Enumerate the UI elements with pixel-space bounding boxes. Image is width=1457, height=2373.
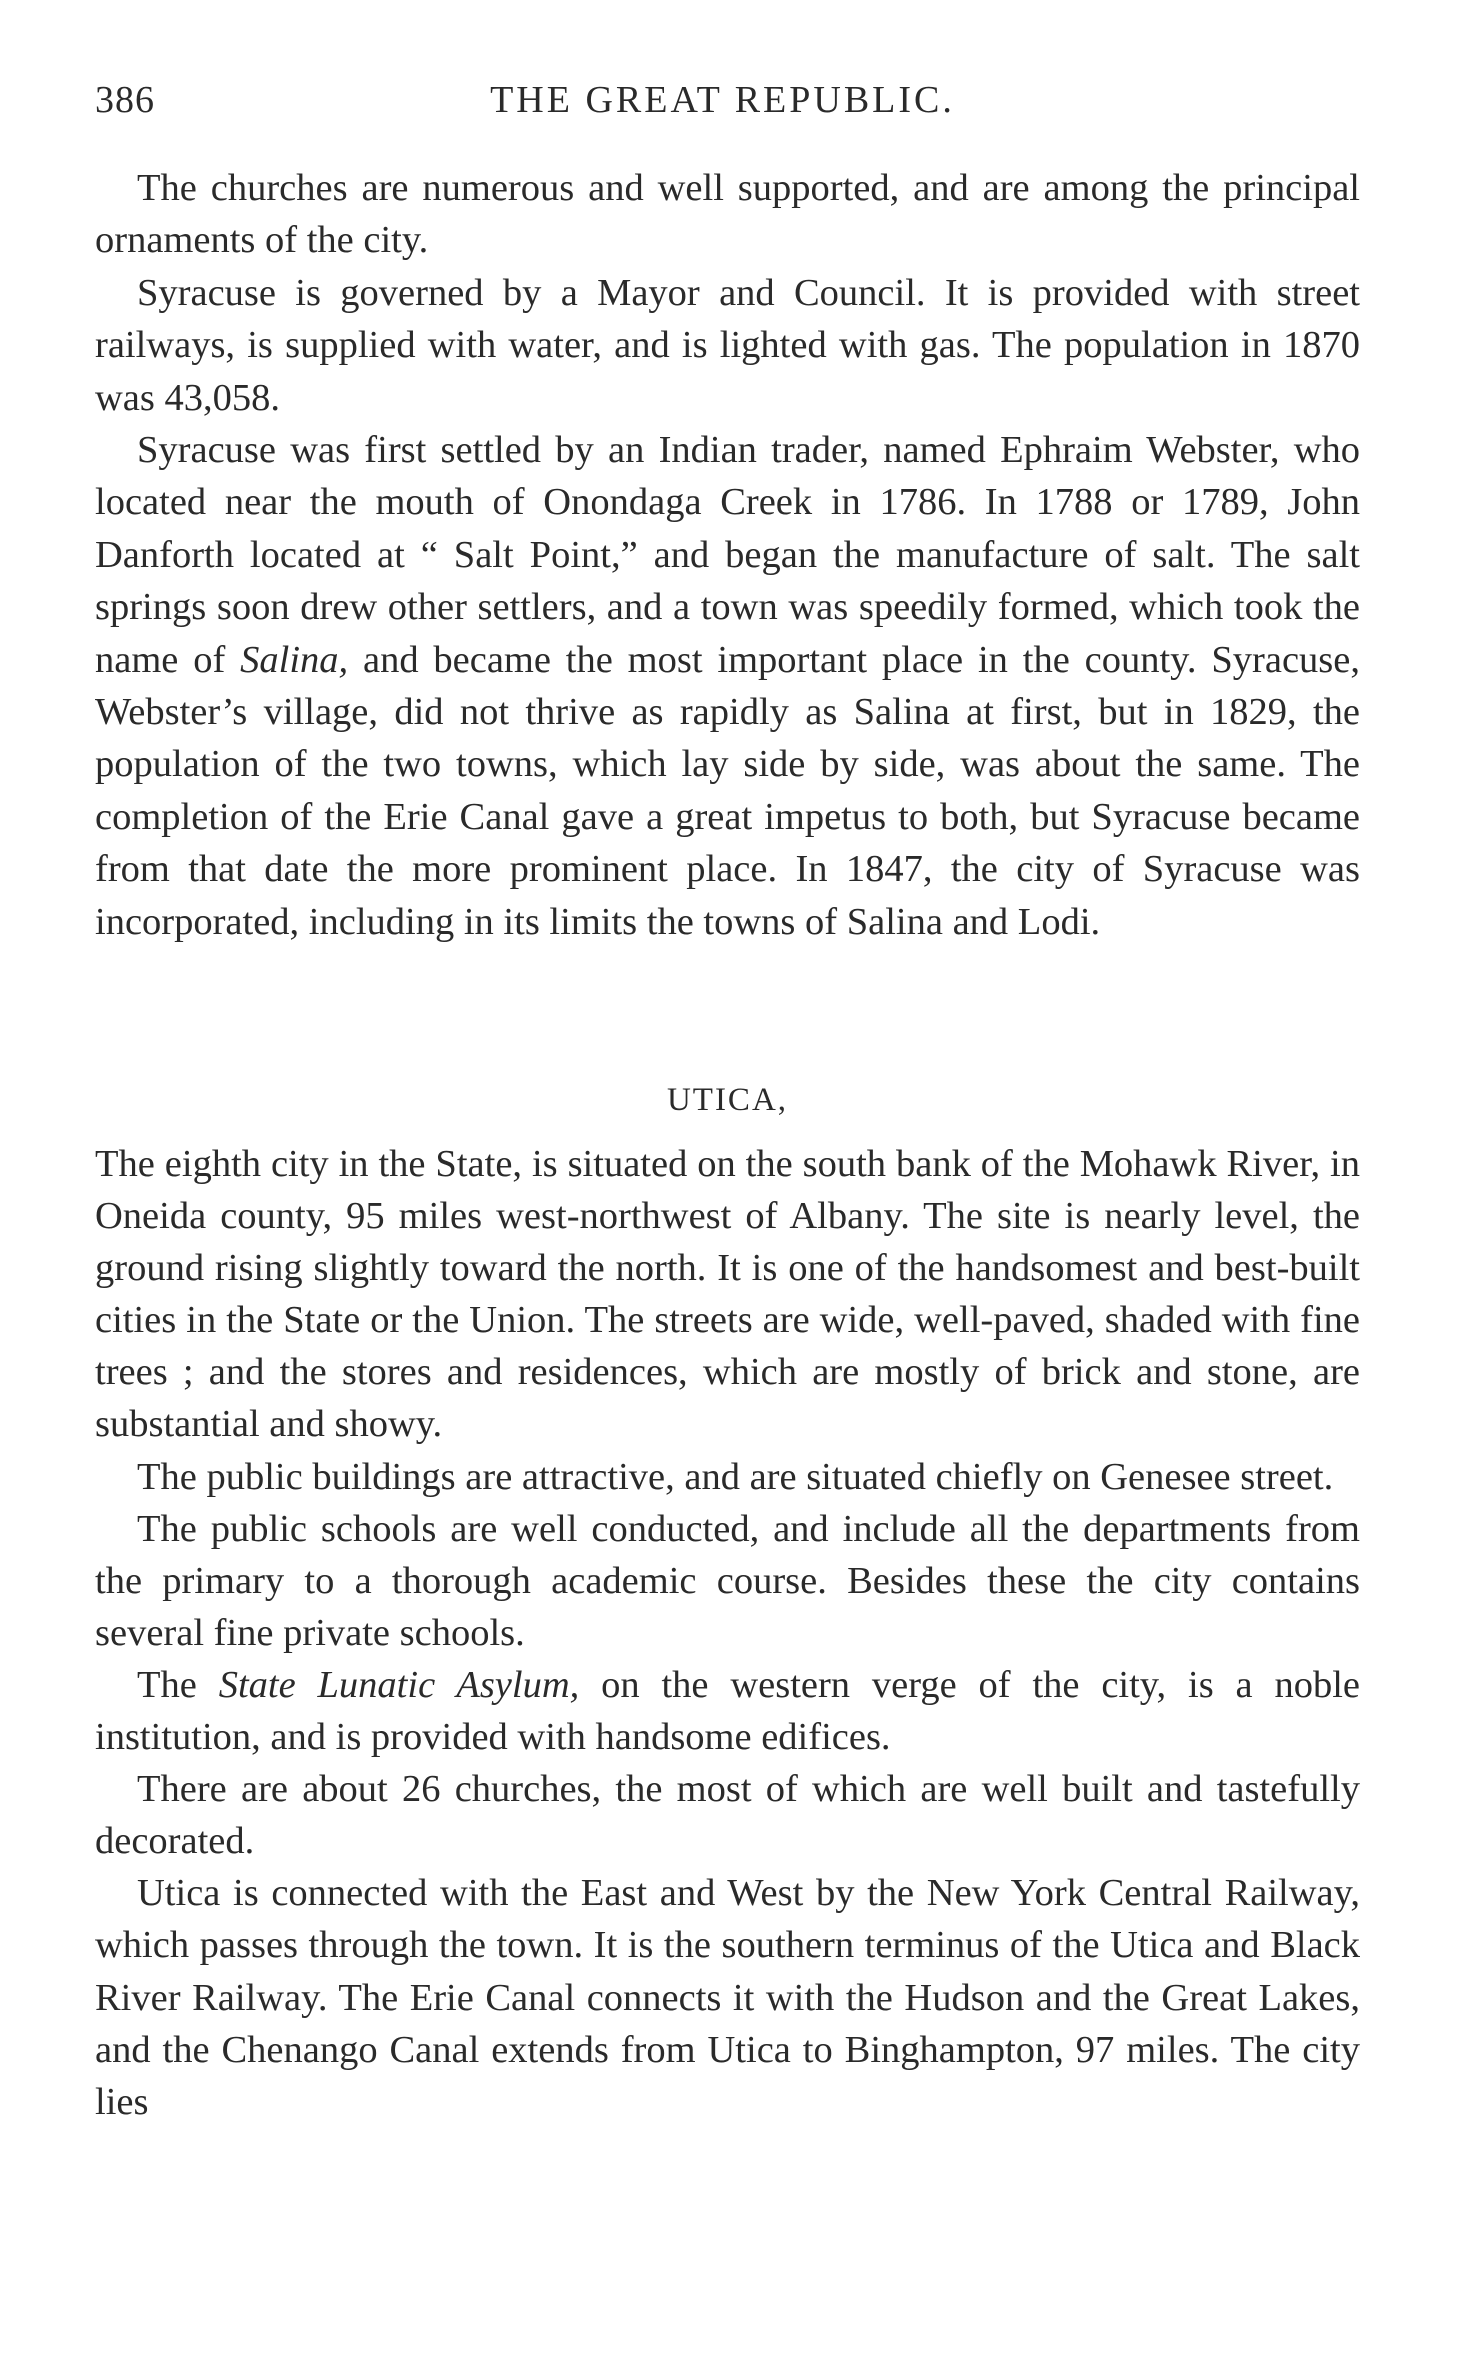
paragraph-churches-utica: There are about 26 churches, the most of which are well built and tastefully decorated. bbox=[95, 1768, 1360, 1863]
paragraph-text-before: Syracuse was first settled by an Indian trader, named Ephraim Webster, who located near the mouth of Onondaga Creek in 1786. In 1788 or 1789, John Danforth located at “ Salt Point,” and began the manufacture of salt. The salt springs soon drew other settlers, and a town was speedily formed, which took the name of bbox=[95, 429, 1360, 681]
section-heading-utica: UTICA, bbox=[666, 1082, 789, 1118]
paragraph-text-after: on the western verge of the city, is a noble institution, and is provided with handsome edifices. bbox=[95, 1663, 1360, 1759]
paragraph-railways: Utica is connected with the East and West by the New York Central Railway, which passes through the town. It is the southern terminus of the Utica and Black River Railway. The Erie Canal connects it with the Hudson and the Great Lakes, and the Chenango Canal extends from Utica to Binghampton, 97 miles. The city lies bbox=[95, 1872, 1360, 2123]
paragraph-asylum bbox=[95, 1659, 1360, 1763]
paragraph-utica-intro: The eighth city in the State, is situated on the south bank of the Mohawk River, in Oneida county, 95 miles west-northwest of Albany. The site is nearly level, the ground rising slightly toward the north. It is one of the handsomest and best-built cities in the State or the Union. The streets are wide, well-paved, shaded with fine trees ; and the stores and residences, which are mostly of brick and stone, are substantial and showy. bbox=[95, 1143, 1360, 1446]
paragraph-text: Syracuse is governed by a Mayor and Council. It is provided with street railways, is supplied with water, and is lighted with gas. The population in 1870 was 43,058. bbox=[95, 271, 1360, 419]
running-head bbox=[95, 78, 1350, 138]
paragraph-public-schools: The public schools are well conducted, and include all the departments from the primary to a thorough academic course. Besides these the city contains several fine private schools. bbox=[95, 1507, 1360, 1654]
paragraph-text-before: The bbox=[137, 1663, 219, 1706]
utica-text-block bbox=[95, 1138, 1360, 2128]
paragraph-churches bbox=[95, 162, 1360, 267]
paragraph-text-after: and became the most important place in the county. Syracuse, Webster’s village, did not thrive as rapidly as Salina at first, but in 1829, the population of the two towns, which lay side by side, was about the same. The completion of the Erie Canal gave a great impetus to both, but Syracuse became from that date the more prominent place. In 1847, the city of Syracuse was incorporated, including in its limits the towns of Salina and Lodi. bbox=[95, 638, 1360, 943]
italic-place-name: Salina, bbox=[240, 638, 349, 681]
paragraph-text: The churches are numerous and well supported, and are among the principal ornaments of the city. bbox=[95, 167, 1360, 262]
running-title: THE GREAT REPUBLIC. bbox=[490, 79, 955, 121]
syracuse-text-block bbox=[95, 162, 1360, 948]
paragraph-government bbox=[95, 267, 1360, 424]
paragraph-history bbox=[95, 424, 1360, 948]
page-number: 386 bbox=[95, 79, 155, 121]
paragraph-public-buildings: The public buildings are attractive, and are situated chiefly on Genesee street. bbox=[137, 1455, 1334, 1498]
italic-institution-name: State Lunatic Asylum, bbox=[218, 1663, 580, 1706]
